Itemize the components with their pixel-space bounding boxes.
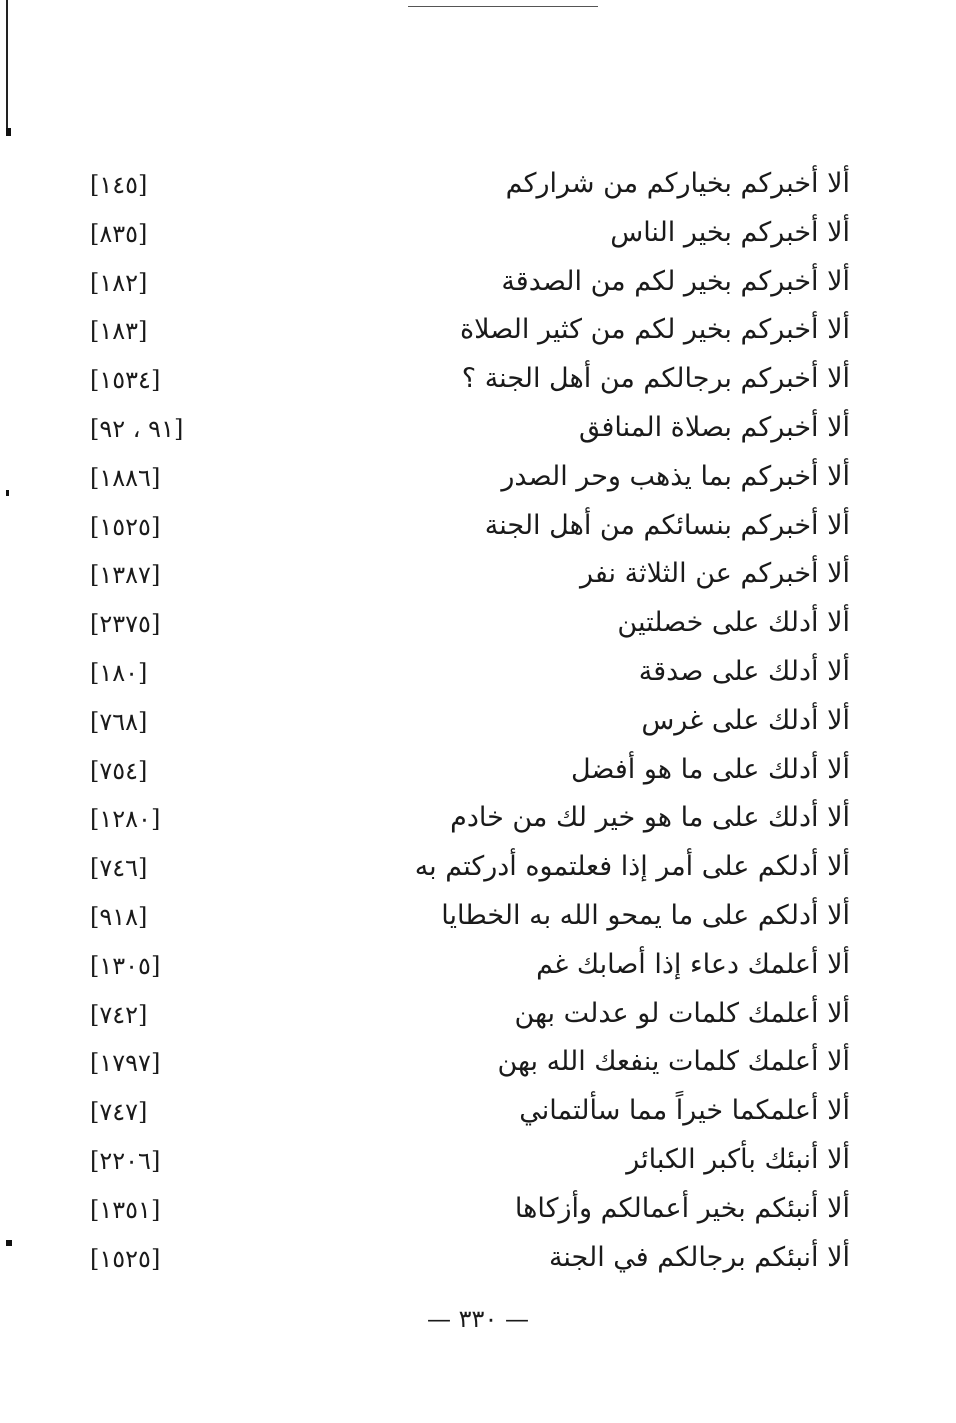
margin-mark [6,490,9,496]
index-entry [90,504,850,553]
entry-reference: [١٥٢٥] [90,512,161,541]
index-entry [90,601,850,650]
index-entry [90,1040,850,1089]
index-entry [90,1089,850,1138]
entry-reference: [١٨٢] [90,268,148,297]
entry-text: ألا أعلمك كلمات لو عدلت بهن [514,997,850,1029]
index-entry [90,308,850,357]
entry-reference: [١٤٥] [90,171,148,199]
page-number: — ٣٣٠ — [427,1305,529,1333]
entry-reference: [١٥٣٤] [90,366,161,395]
binding-edge [6,0,8,132]
entry-text: ألا أخبركم بنسائكم من أهل الجنة [484,509,850,541]
entry-text: ألا أخبركم بخير الناس [610,216,850,248]
index-entry [90,650,850,699]
entry-text: ألا أدلكم على ما يمحو الله به الخطايا [441,899,850,931]
entry-reference: [٧٥٤] [90,756,148,785]
index-list [90,162,850,1284]
index-entry [90,260,850,309]
index-entry [90,162,850,211]
entry-reference: [١٣٠٥] [90,951,161,980]
top-rule [408,6,598,7]
entry-reference: [١٢٨٠] [90,805,161,834]
entry-text: ألا أنبئكم برجالكم في الجنة [548,1241,850,1273]
index-entry [90,796,850,845]
entry-text: ألا أدلك على خصلتين [617,607,850,639]
entry-text: ألا أعلمكما خيراً مما سألتماني [519,1095,850,1127]
entry-reference: [١٨٨٦] [90,463,161,492]
entry-reference: [٧٤٢] [90,1000,148,1029]
index-entry [90,357,850,406]
entry-text: ألا أدلك على ما هو أفضل [570,753,850,785]
index-entry [90,748,850,797]
entry-reference: [١٥٢٥] [90,1244,161,1273]
entry-reference: [١٨٣] [90,317,148,346]
margin-mark [6,128,11,136]
entry-text: ألا أنبئك بأكبر الكبائر [626,1143,850,1175]
index-entry [90,845,850,894]
entry-text: ألا أدلك على ما هو خير لك من خادم [450,802,850,834]
index-entry [90,992,850,1041]
index-entry [90,943,850,992]
entry-reference: [٧٦٨] [90,707,148,736]
index-entry [90,894,850,943]
index-entry [90,406,850,455]
entry-text: ألا أدلكم على أمر إذا فعلتموه أدركتم به [414,851,850,883]
entry-text: ألا أخبركم بخير لكم من الصدقة [501,265,850,297]
entry-text: ألا أخبركم بصلاة المنافق [578,411,850,443]
entry-reference: [٧٤٦] [90,854,148,883]
entry-reference: [٢٣٧٥] [90,610,161,639]
entry-text: ألا أخبركم بخياركم من شراركم [505,168,850,199]
entry-reference: [٧٤٧] [90,1098,148,1127]
entry-text: ألا أعلمك كلمات ينفعك الله بهن [497,1046,850,1078]
entry-text: ألا أدلك على صدقة [638,655,850,687]
index-entry [90,1236,850,1285]
entry-text: ألا أخبركم عن الثلاثة نفر [580,558,850,590]
margin-mark [6,1240,12,1246]
entry-text: ألا أنبئكم بخير أعمالكم وأزكاها [514,1192,850,1224]
index-entry [90,1138,850,1187]
entry-reference: [٢٢٠٦] [90,1146,161,1175]
entry-text: ألا أخبركم بخير لكم من كثير الصلاة [459,314,850,346]
index-entry [90,1187,850,1236]
index-entry [90,699,850,748]
entry-reference: [١٨٠] [90,658,148,687]
entry-reference: [١٣٥١] [90,1195,161,1224]
entry-text: ألا أدلك على غرس [641,704,850,736]
index-entry [90,455,850,504]
entry-reference: [٩١ ، ٩٢] [90,414,184,443]
entry-reference: [٨٣٥] [90,219,148,248]
entry-text: ألا أعلمك دعاء إذا أصابك غم [536,948,850,980]
index-entry [90,211,850,260]
entry-reference: [٩١٨] [90,902,148,931]
entry-reference: [١٧٩٧] [90,1049,161,1078]
entry-text: ألا أخبركم برجالكم من أهل الجنة ؟ [461,363,850,395]
index-entry [90,552,850,601]
entry-text: ألا أخبركم بما يذهب وحر الصدر [501,460,850,492]
entry-reference: [١٣٨٧] [90,561,161,590]
